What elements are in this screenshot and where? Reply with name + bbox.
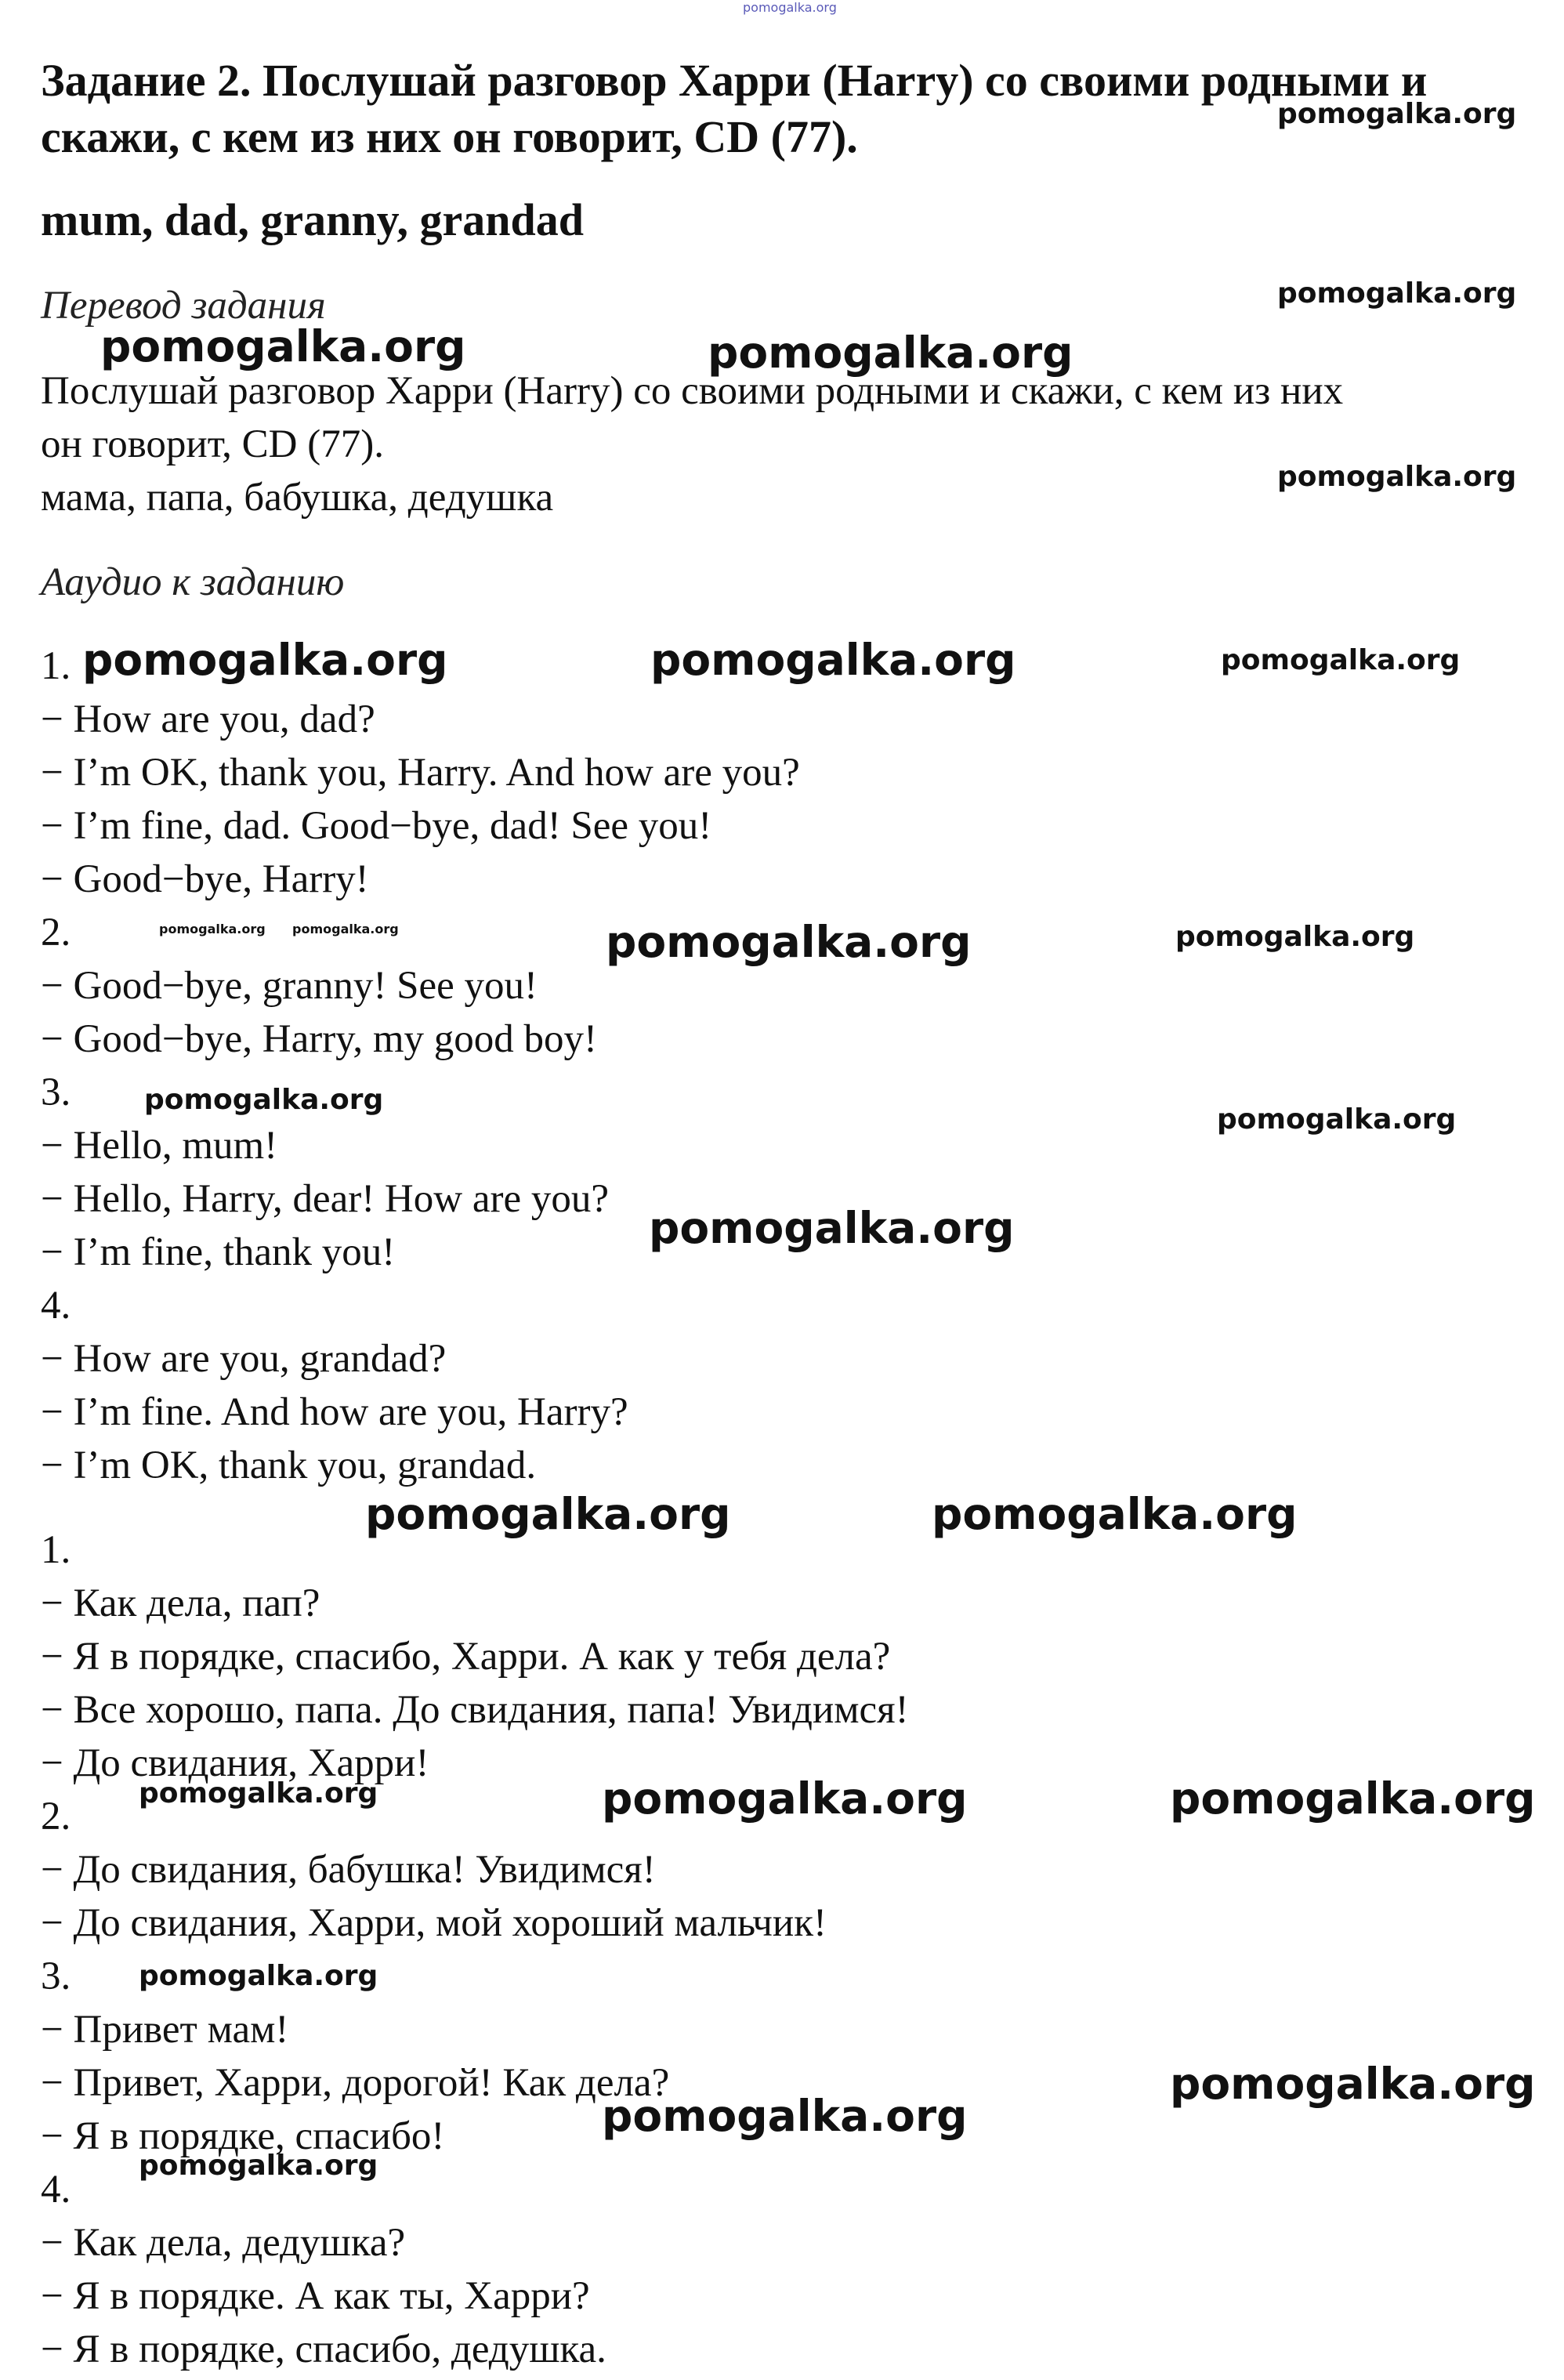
watermark: pomogalka.org xyxy=(139,1777,378,1809)
dialogue-line-ru: − Я в порядке, спасибо, Харри. А как у тебя дела? xyxy=(41,1635,891,1679)
dialogue-line-ru: − Привет мам! xyxy=(41,2008,289,2052)
watermark: pomogalka.org xyxy=(100,321,466,371)
dialogue-line-ru: − Все хорошо, папа. До свидания, папа! Увидимся! xyxy=(41,1688,909,1732)
dialogue-line-en: − I’m fine, thank you! xyxy=(41,1230,396,1274)
watermark: pomogalka.org xyxy=(743,0,837,15)
watermark: pomogalka.org xyxy=(1277,98,1517,130)
watermark: pomogalka.org xyxy=(1217,1103,1457,1136)
dialogue-line-en: 1. xyxy=(41,644,71,688)
watermark: pomogalka.org xyxy=(1175,921,1415,953)
watermark: pomogalka.org xyxy=(144,1084,384,1116)
dialogue-line-en: 2. xyxy=(41,911,71,955)
dialogue-line-ru: − Я в порядке. А как ты, Харри? xyxy=(41,2274,590,2318)
dialogue-line-ru: 1. xyxy=(41,1528,71,1572)
dialogue-line-en: − Good−bye, Harry, my good boy! xyxy=(41,1017,598,1061)
dialogue-line-ru: − До свидания, Харри, мой хороший мальчик! xyxy=(41,1901,827,1945)
dialogue-line-en: − I’m fine, dad. Good−bye, dad! See you! xyxy=(41,804,712,848)
dialogue-line-ru: − Привет, Харри, дорогой! Как дела? xyxy=(41,2061,670,2105)
watermark: pomogalka.org xyxy=(1170,1773,1536,1824)
translation-line: он говорит, CD (77). xyxy=(41,422,384,466)
dialogue-line-en: − Good−bye, Harry! xyxy=(41,857,369,901)
dialogue-line-en: − I’m OK, thank you, grandad. xyxy=(41,1444,537,1487)
dialogue-line-en: − How are you, dad? xyxy=(41,697,375,741)
watermark: pomogalka.org xyxy=(649,1203,1015,1253)
dialogue-line-en: − How are you, grandad? xyxy=(41,1337,447,1381)
task-title-line1: Задание 2. Послушай разговор Харри (Harry) со своими родными и xyxy=(41,55,1428,106)
dialogue-line-en: − Hello, mum! xyxy=(41,1124,278,1168)
task-words: mum, dad, granny, grandad xyxy=(41,194,584,245)
watermark: pomogalka.org xyxy=(602,2091,968,2141)
watermark: pomogalka.org xyxy=(292,922,399,936)
watermark: pomogalka.org xyxy=(606,917,972,967)
task-title-line2: скажи, с кем из них он говорит, CD (77). xyxy=(41,111,858,162)
watermark: pomogalka.org xyxy=(1221,644,1461,676)
dialogue-line-ru: 3. xyxy=(41,1954,71,1998)
dialogue-line-ru: 4. xyxy=(41,2168,71,2212)
dialogue-line-en: − I’m OK, thank you, Harry. And how are you? xyxy=(41,751,800,795)
dialogue-line-ru: − До свидания, Харри! xyxy=(41,1741,429,1785)
translation-heading: Перевод задания xyxy=(41,284,326,328)
dialogue-line-en: − I’m fine. And how are you, Harry? xyxy=(41,1390,628,1434)
dialogue-line-en: − Good−bye, granny! See you! xyxy=(41,964,538,1008)
dialogue-line-ru: − Я в порядке, спасибо, дедушка. xyxy=(41,2327,606,2371)
watermark: pomogalka.org xyxy=(1277,277,1517,310)
translation-line: мама, папа, бабушка, дедушка xyxy=(41,476,554,520)
watermark: pomogalka.org xyxy=(365,1489,731,1539)
dialogue-line-ru: − До свидания, бабушка! Увидимся! xyxy=(41,1848,656,1892)
watermark: pomogalka.org xyxy=(602,1773,968,1824)
dialogue-line-ru: 2. xyxy=(41,1795,71,1838)
watermark: pomogalka.org xyxy=(139,2150,378,2182)
audio-heading: Ааудио к заданию xyxy=(41,560,345,604)
watermark: pomogalka.org xyxy=(650,635,1016,685)
translation-line: Послушай разговор Харри (Harry) со своими родными и скажи, с кем из них xyxy=(41,369,1344,413)
dialogue-line-ru: − Я в порядке, спасибо! xyxy=(41,2114,445,2158)
dialogue-line-ru: − Как дела, дедушка? xyxy=(41,2221,406,2265)
watermark: pomogalka.org xyxy=(159,922,266,936)
dialogue-line-ru: − Как дела, пап? xyxy=(41,1581,320,1625)
watermark: pomogalka.org xyxy=(82,635,448,685)
dialogue-line-en: − Hello, Harry, dear! How are you? xyxy=(41,1177,609,1221)
watermark: pomogalka.org xyxy=(708,328,1073,378)
dialogue-line-en: 4. xyxy=(41,1284,71,1328)
watermark: pomogalka.org xyxy=(932,1489,1298,1539)
watermark: pomogalka.org xyxy=(1170,2059,1536,2109)
dialogue-line-en: 3. xyxy=(41,1070,71,1114)
watermark: pomogalka.org xyxy=(1277,461,1517,493)
watermark: pomogalka.org xyxy=(139,1960,378,1992)
